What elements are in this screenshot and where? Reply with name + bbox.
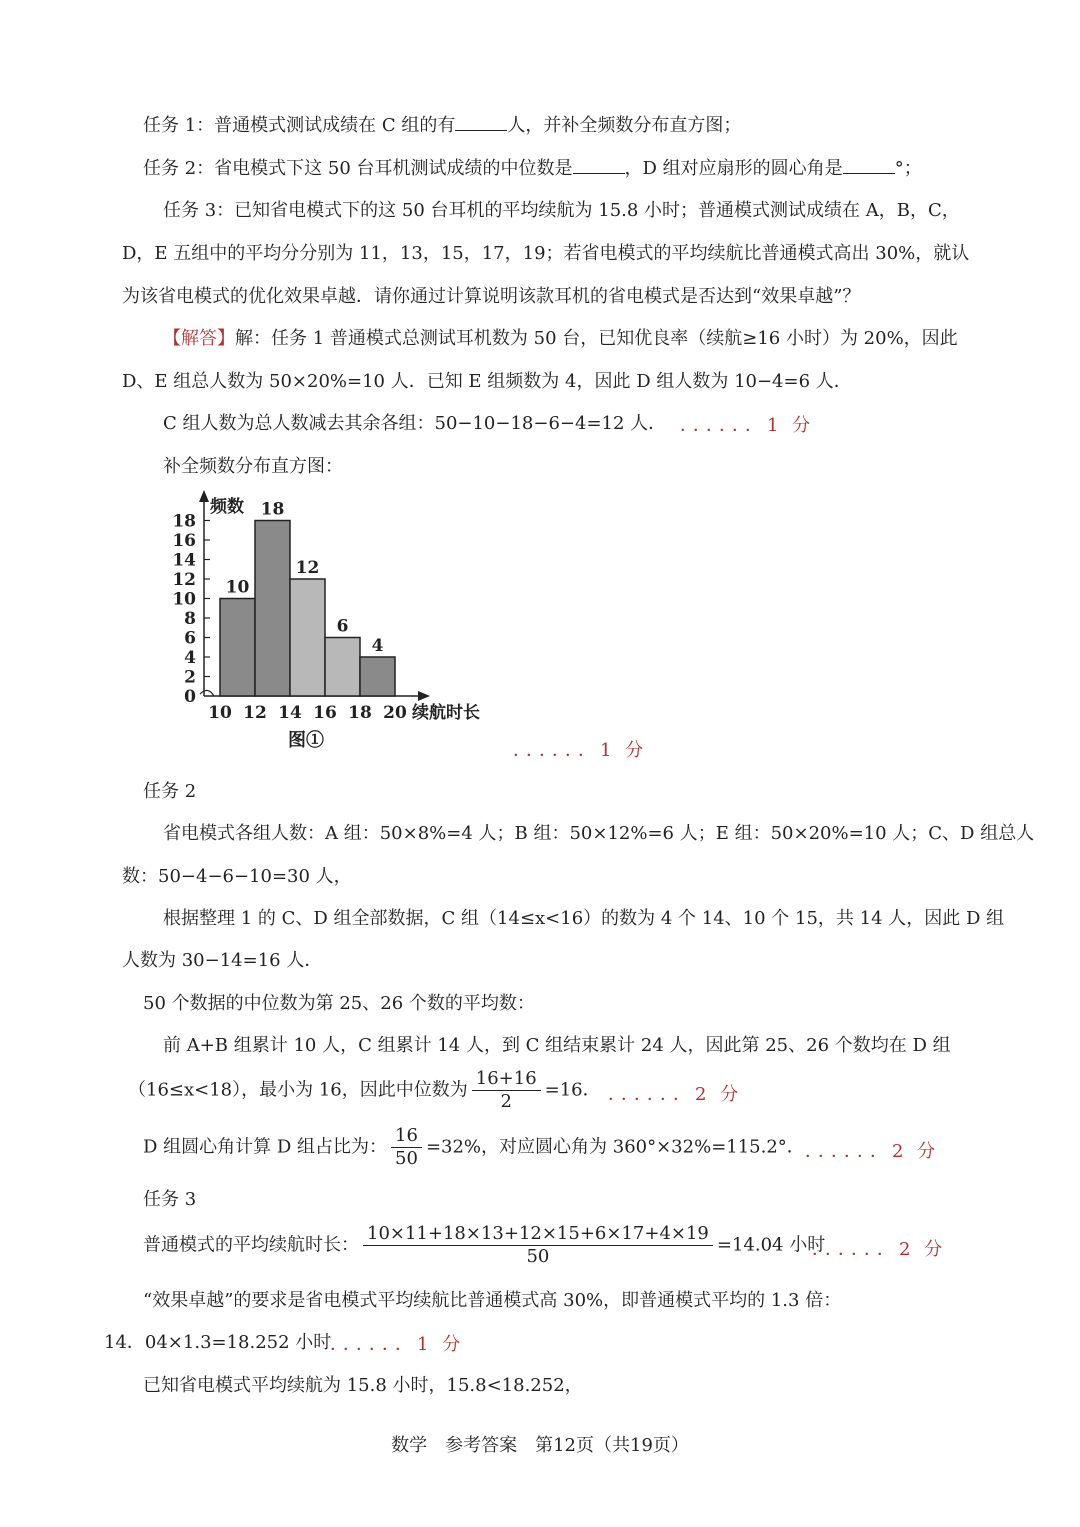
task3-line-4: 已知省电模式平均续航为 15.8 小时，15.8<18.252， bbox=[143, 1375, 583, 1396]
task2-median-result: =16． bbox=[544, 1079, 601, 1101]
solution-line-1 bbox=[163, 326, 958, 352]
bar-value-label: 10 bbox=[225, 577, 250, 598]
y-tick-label: 16 bbox=[172, 531, 196, 551]
bar-value-label: 4 bbox=[371, 636, 384, 656]
histogram-bar bbox=[290, 579, 325, 696]
task3-heading: 任务 3 bbox=[143, 1189, 197, 1210]
chart-bars bbox=[220, 521, 395, 697]
x-axis-label: 续航时长 bbox=[412, 703, 480, 723]
task1-line bbox=[143, 112, 741, 139]
task3-avg-result: =14.04 小时 bbox=[716, 1234, 826, 1256]
chart-labels bbox=[172, 496, 480, 751]
histogram-bar bbox=[220, 599, 255, 697]
bar-value-label: 18 bbox=[260, 499, 285, 520]
x-tick-label: 16 bbox=[313, 703, 337, 723]
solution-line-2: D、E 组总人数为 50×20%=10 人．已知 E 组频数为 4，因此 D 组人数为 10−4=6 人． bbox=[122, 371, 852, 392]
y-tick-label: 4 bbox=[184, 648, 196, 668]
task2-median-text: （16≤x<18），最小为 16，因此中位数为 bbox=[128, 1079, 468, 1101]
x-axis-arrow bbox=[418, 691, 430, 701]
task2-line-1: 省电模式各组人数：A 组：50×8%=4 人；B 组：50×12%=6 人；E 组：50×20%=10 人；C、D 组总人 bbox=[163, 823, 1035, 844]
score-mark: ．．．．．．1 分 bbox=[330, 1334, 465, 1355]
task3-line-2: “效果卓越”的要求是省电模式平均续航比普通模式高 30%，即普通模式平均的 1.3 倍： bbox=[143, 1290, 842, 1311]
bar-value-label: 6 bbox=[336, 616, 349, 637]
score-mark: ．．．．．．2 分 bbox=[812, 1239, 947, 1260]
ratio-fraction bbox=[391, 1125, 422, 1170]
average-fraction bbox=[363, 1223, 713, 1268]
histogram-bar bbox=[360, 657, 395, 696]
score-mark: ．．．．．．1 分 bbox=[513, 740, 648, 761]
answer-blank bbox=[573, 155, 625, 174]
fraction-numerator: 10×11+18×13+12×15+6×17+4×19 bbox=[363, 1223, 713, 1246]
task2-line-6: 前 A+B 组累计 10 人，C 组累计 14 人，到 C 组结束累计 24 人，因此第 25、26 个数均在 D 组 bbox=[163, 1035, 951, 1056]
task2-line-5: 50 个数据的中位数为第 25、26 个数的平均数： bbox=[143, 993, 535, 1014]
task2-line-4: 人数为 30−14=16 人． bbox=[122, 950, 323, 971]
solution-line-4: 补全频数分布直方图： bbox=[163, 456, 343, 477]
x-tick-label: 12 bbox=[243, 703, 267, 723]
y-tick-label: 14 bbox=[172, 550, 196, 571]
answer-blank bbox=[843, 155, 895, 174]
task3-line-3: 14．04×1.3=18.252 小时 bbox=[104, 1332, 332, 1353]
fraction-numerator: 16 bbox=[391, 1125, 422, 1148]
solution-text-1: 解：任务 1 普通模式总测试耳机数为 50 台，已知优良率（续航≥16 小时）为 20%，因此 bbox=[235, 328, 958, 349]
task2-angle-text: D 组圆心角计算 D 组占比为： bbox=[143, 1136, 388, 1158]
histogram-bar bbox=[255, 521, 290, 697]
solution-tag: 【解答】 bbox=[163, 328, 235, 349]
y-tick-label: 12 bbox=[172, 570, 196, 590]
task2-line bbox=[143, 155, 922, 182]
chart-caption: 图① bbox=[288, 730, 324, 751]
score-mark: ．．．．．．2 分 bbox=[608, 1084, 743, 1105]
y-axis-arrow bbox=[199, 490, 209, 502]
task2-line-2: 数：50−4−6−10=30 人， bbox=[122, 866, 352, 887]
histogram-bar bbox=[325, 638, 360, 697]
axis-break-mark bbox=[200, 690, 214, 696]
solution-line-3: C 组人数为总人数减去其余各组：50−10−18−6−4=12 人． bbox=[163, 413, 667, 434]
task2-c: °； bbox=[894, 158, 922, 179]
y-tick-label: 0 bbox=[184, 687, 196, 707]
task3-avg-text: 普通模式的平均续航时长： bbox=[143, 1234, 359, 1256]
y-tick-label: 8 bbox=[184, 609, 196, 629]
x-tick-label: 20 bbox=[383, 703, 407, 723]
bar-value-label: 12 bbox=[295, 558, 320, 578]
task1-suffix: 人，并补全频数分布直方图； bbox=[507, 115, 742, 136]
score-mark: ．．．．．．2 分 bbox=[805, 1141, 940, 1162]
fraction-numerator: 16+16 bbox=[472, 1068, 541, 1091]
task2-a: 任务 2：省电模式下这 50 台耳机测试成绩的中位数是 bbox=[143, 158, 573, 179]
task2-b: ，D 组对应扇形的圆心角是 bbox=[624, 158, 843, 179]
fraction-denominator: 50 bbox=[395, 1148, 418, 1169]
task2-heading: 任务 2 bbox=[143, 781, 197, 802]
task3-line-2: D，E 五组中的平均分分别为 11，13，15，17，19；若省电模式的平均续航比普通模式高出 30%，就认 bbox=[122, 243, 970, 264]
x-tick-label: 18 bbox=[348, 703, 372, 723]
task3-line-1: 任务 3：已知省电模式下的这 50 台耳机的平均续航为 15.8 小时；普通模式测试成绩在 A，B，C， bbox=[163, 200, 960, 221]
x-tick-label: 10 bbox=[208, 703, 232, 723]
answer-blank bbox=[455, 112, 507, 131]
fraction-denominator: 2 bbox=[500, 1091, 512, 1112]
task2-line-3: 根据整理 1 的 C、D 组全部数据，C 组（14≤x<16）的数为 4 个 14、10 个 15，共 14 人，因此 D 组 bbox=[163, 908, 1005, 929]
task2-line-8 bbox=[143, 1125, 805, 1170]
page-footer: 数学 参考答案 第12页（共19页） bbox=[391, 1435, 689, 1456]
y-axis-label: 频数 bbox=[210, 497, 244, 517]
task2-angle-result: =32%，对应圆心角为 360°×32%=115.2°． bbox=[425, 1136, 805, 1158]
task3-line-3: 为该省电模式的优化效果卓越．请你通过计算说明该款耳机的省电模式是否达到“效果卓越”？ bbox=[122, 286, 861, 307]
x-tick-label: 14 bbox=[278, 703, 302, 723]
median-fraction bbox=[472, 1068, 541, 1113]
task3-line-1 bbox=[143, 1223, 825, 1268]
y-tick-label: 2 bbox=[184, 667, 196, 688]
task2-line-7 bbox=[128, 1068, 601, 1113]
histogram-chart bbox=[160, 488, 500, 758]
fraction-denominator: 50 bbox=[526, 1246, 550, 1267]
y-tick-label: 18 bbox=[172, 511, 196, 532]
task1-prefix: 任务 1：普通模式测试成绩在 C 组的有 bbox=[143, 115, 456, 136]
y-tick-label: 6 bbox=[184, 628, 196, 649]
score-mark: ．．．．．．1 分 bbox=[680, 415, 815, 436]
y-tick-label: 10 bbox=[172, 589, 196, 610]
